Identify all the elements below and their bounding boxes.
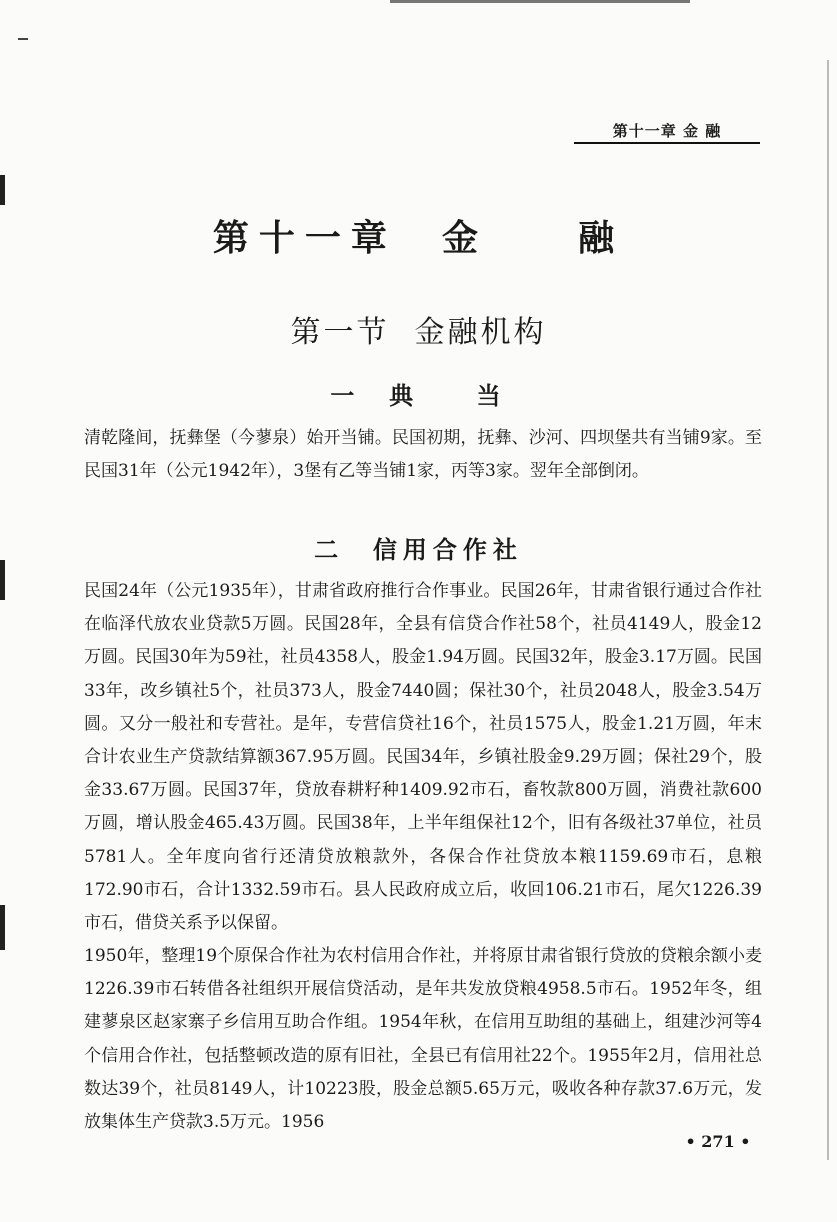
chapter-title: 第十一章 金 融: [212, 217, 625, 259]
subsection-heading-pawnshop: 一 典 当: [330, 381, 507, 410]
subsection-heading-credit-cooperative: 二 信用合作社: [314, 535, 523, 564]
paragraph: 清乾隆间，抚彝堡（今蓼泉）始开当铺。民国初期，抚彝、沙河、四坝堡共有当铺9家。至民国31年（公元1942年），3堡有乙等当铺1家，丙等3家。翌年全部倒闭。: [84, 428, 762, 482]
page-number: • 271 •: [685, 1132, 751, 1151]
scan-mark: [390, 0, 690, 3]
paragraph: 1950年，整理19个原保合作社为农村信用合作社，并将原甘肃省银行贷放的贷粮余额小麦1226.39市石转借各社组织开展信贷活动，是年共发放贷粮4958.5市石。1952年冬，组建蓼泉区赵家寨子乡信用互助合作组。1954年秋，在信用互助组的基础上，组建沙河等4个信用合作社，包括整顿改造的原有旧社，全县已有信用社22个。1955年2月，信用社总数达39个，社员8149人，计10223股，股金总额5.65万元，吸收各种存款37.6万元，发放集体生产贷款3.5万元。1956: [84, 946, 762, 1133]
binding-edge: [0, 560, 5, 600]
binding-edge: [0, 175, 5, 205]
section-title: 第一节 金融机构: [290, 315, 547, 350]
scan-mark: [18, 38, 28, 40]
binding-edge: [0, 905, 5, 950]
paragraph: 民国24年（公元1935年），甘肃省政府推行合作事业。民国26年，甘肃省银行通过合作社在临泽代放农业贷款5万圆。民国28年，全县有信贷合作社58个，社员4149人，股金12万圆。民国30年为59社，社员4358人，股金1.94万圆。民国32年，股金3.17万圆。民国33年，改乡镇社5个，社员373人，股金7440圆；保社30个，社员2048人，股金3.54万圆。又分一般社和专营社。是年，专营信贷社16个，社员1575人，股金1.21万圆，年末合计农业生产贷款结算额367.95万圆。民国34年，乡镇社股金9.29万圆；保社29个，股金33.67万圆。民国37年，贷放春耕籽种1409.92市石，畜牧款800万圆，消费社款600万圆，增认股金465.43万圆。民国38年，上半年组保社12个，旧有各级社37单位，社员5781人。全年度向省行还清贷放粮款外，各保合作社贷放本粮1159.69市石，息粮172.90市石，合计1332.59市石。县人民政府成立后，收回106.21市石，尾欠1226.39市石，借贷关系予以保留。: [84, 581, 762, 934]
running-header: 第十一章 金 融: [574, 120, 760, 144]
